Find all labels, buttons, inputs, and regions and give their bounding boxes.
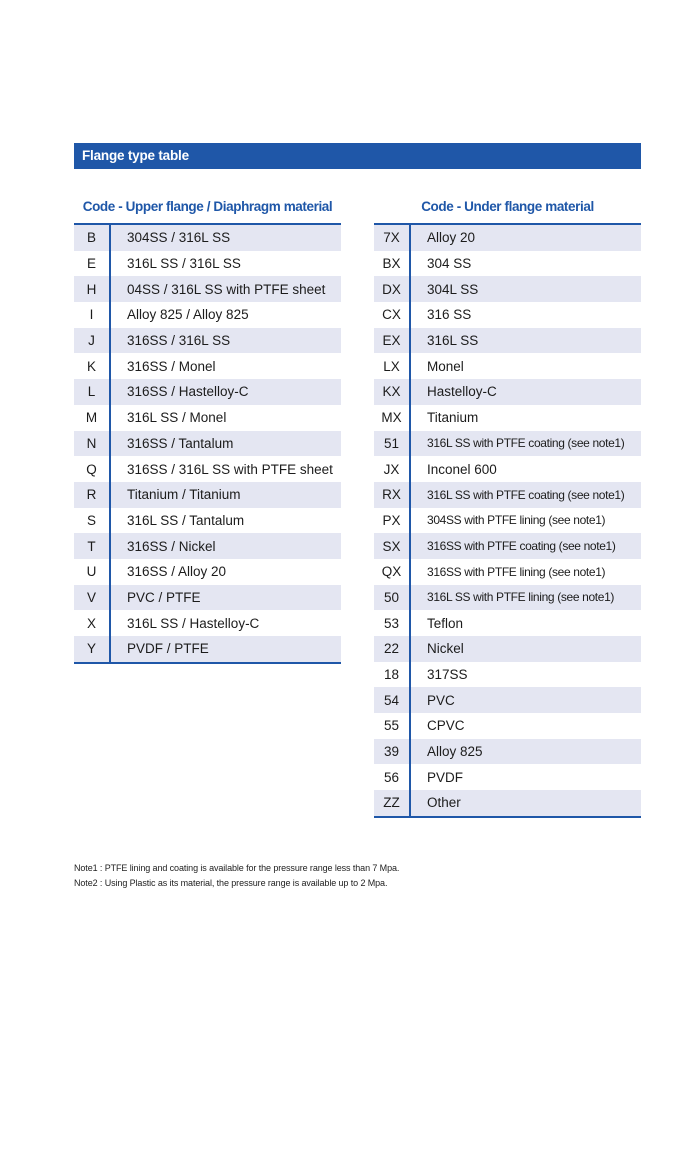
table-row [374, 662, 641, 688]
table-row [74, 225, 341, 251]
table-row [374, 790, 641, 816]
table-row [374, 585, 641, 611]
table-row [374, 276, 641, 302]
row-code: 53 [374, 610, 411, 636]
table-row [74, 456, 341, 482]
row-material: PVDF [427, 769, 464, 785]
table-row [74, 636, 341, 662]
under-flange-table-body [374, 225, 641, 818]
row-material: 304SS / 316L SS [127, 230, 231, 246]
row-material: Other [427, 795, 461, 811]
row-material: Alloy 20 [427, 230, 476, 246]
table-row [374, 636, 641, 662]
row-code: N [74, 431, 111, 457]
row-material: Titanium / Titanium [127, 487, 241, 503]
row-material: 316SS / Alloy 20 [127, 564, 227, 580]
row-material: 317SS [427, 667, 468, 683]
row-material: 316 SS [427, 307, 472, 323]
table-row [374, 610, 641, 636]
row-material: 316L SS / 316L SS [127, 256, 241, 272]
row-code: J [74, 328, 111, 354]
row-code: EX [374, 328, 411, 354]
row-code: 39 [374, 739, 411, 765]
table-row [74, 508, 341, 534]
row-material: 316L SS with PTFE coating (see note1) [427, 436, 625, 451]
row-material: Monel [427, 358, 464, 374]
row-material: 316L SS / Hastelloy-C [127, 615, 260, 631]
row-code: M [74, 405, 111, 431]
row-code: QX [374, 559, 411, 585]
row-material: 316L SS / Tantalum [127, 512, 245, 528]
row-code: KX [374, 379, 411, 405]
under-flange-table [374, 196, 641, 818]
row-material: 316SS with PTFE lining (see note1) [427, 564, 606, 579]
upper-flange-table-heading: Code - Upper flange / Diaphragm material [74, 196, 341, 225]
table-row [374, 405, 641, 431]
row-material: 316SS with PTFE coating (see note1) [427, 539, 616, 554]
row-material: 316L SS [427, 333, 479, 349]
row-code: L [74, 379, 111, 405]
table-row [374, 379, 641, 405]
row-material: Hastelloy-C [427, 384, 497, 400]
table-row [74, 482, 341, 508]
table-row [374, 533, 641, 559]
row-material: Inconel 600 [427, 461, 497, 477]
row-code: 50 [374, 585, 411, 611]
table-row [74, 585, 341, 611]
row-code: ZZ [374, 790, 411, 816]
row-code: H [74, 276, 111, 302]
table-row [74, 302, 341, 328]
note-1: Note1 : PTFE lining and coating is available for the pressure range less than 7 Mpa. [74, 863, 400, 873]
table-row [374, 482, 641, 508]
row-material: 316L SS with PTFE coating (see note1) [427, 487, 625, 502]
upper-flange-table-body [74, 225, 341, 664]
note-2: Note2 : Using Plastic as its material, the pressure range is available up to 2 Mpa. [74, 878, 388, 888]
row-code: DX [374, 276, 411, 302]
row-code: LX [374, 353, 411, 379]
table-row [74, 328, 341, 354]
row-material: Alloy 825 [427, 744, 483, 760]
row-code: BX [374, 251, 411, 277]
row-material: 04SS / 316L SS with PTFE sheet [127, 281, 326, 297]
row-code: 54 [374, 687, 411, 713]
row-code: S [74, 508, 111, 534]
table-row [374, 431, 641, 457]
table-row [374, 251, 641, 277]
table-row [74, 559, 341, 585]
table-row [374, 764, 641, 790]
row-material: Nickel [427, 641, 464, 657]
table-row [374, 225, 641, 251]
row-code: RX [374, 482, 411, 508]
row-material: Titanium [427, 410, 479, 426]
table-row [74, 353, 341, 379]
row-material: 316SS / 316L SS with PTFE sheet [127, 461, 333, 477]
row-code: CX [374, 302, 411, 328]
row-material: 304 SS [427, 256, 472, 272]
row-code: R [74, 482, 111, 508]
row-code: 51 [374, 431, 411, 457]
row-material: 316SS / Tantalum [127, 435, 234, 451]
table-row [374, 713, 641, 739]
row-material: PVDF / PTFE [127, 641, 209, 657]
table-row [374, 739, 641, 765]
row-code: E [74, 251, 111, 277]
table-row [74, 431, 341, 457]
table-row [74, 251, 341, 277]
row-code: X [74, 610, 111, 636]
row-code: 18 [374, 662, 411, 688]
row-code: Q [74, 456, 111, 482]
upper-flange-table [74, 196, 341, 664]
section-title-banner: Flange type table [74, 143, 641, 169]
row-material: 316L SS / Monel [127, 410, 227, 426]
table-row [374, 456, 641, 482]
row-code: Y [74, 636, 111, 662]
row-material: 316SS / 316L SS [127, 333, 231, 349]
row-code: JX [374, 456, 411, 482]
table-row [374, 302, 641, 328]
row-code: 55 [374, 713, 411, 739]
table-row [374, 328, 641, 354]
table-row [74, 610, 341, 636]
table-row [74, 276, 341, 302]
row-material: PVC [427, 692, 455, 708]
table-row [374, 687, 641, 713]
row-code: 22 [374, 636, 411, 662]
row-material: 316SS / Monel [127, 358, 216, 374]
row-material: 316SS / Hastelloy-C [127, 384, 249, 400]
row-material: 316L SS with PTFE lining (see note1) [427, 590, 615, 605]
row-code: B [74, 225, 111, 251]
row-material: PVC / PTFE [127, 589, 201, 605]
table-row [74, 533, 341, 559]
footnotes [74, 861, 399, 891]
row-material: 316SS / Nickel [127, 538, 216, 554]
row-code: I [74, 302, 111, 328]
row-code: V [74, 585, 111, 611]
row-code: 7X [374, 225, 411, 251]
row-code: 56 [374, 764, 411, 790]
row-material: 304SS with PTFE lining (see note1) [427, 513, 606, 528]
table-row [374, 559, 641, 585]
row-code: K [74, 353, 111, 379]
table-row [74, 379, 341, 405]
row-code: PX [374, 508, 411, 534]
row-material: Alloy 825 / Alloy 825 [127, 307, 249, 323]
row-code: U [74, 559, 111, 585]
row-material: Teflon [427, 615, 464, 631]
row-code: MX [374, 405, 411, 431]
table-row [74, 405, 341, 431]
table-row [374, 508, 641, 534]
table-row [374, 353, 641, 379]
row-code: T [74, 533, 111, 559]
row-material: 304L SS [427, 281, 479, 297]
row-material: CPVC [427, 718, 465, 734]
row-code: SX [374, 533, 411, 559]
under-flange-table-heading: Code - Under flange material [374, 196, 641, 225]
